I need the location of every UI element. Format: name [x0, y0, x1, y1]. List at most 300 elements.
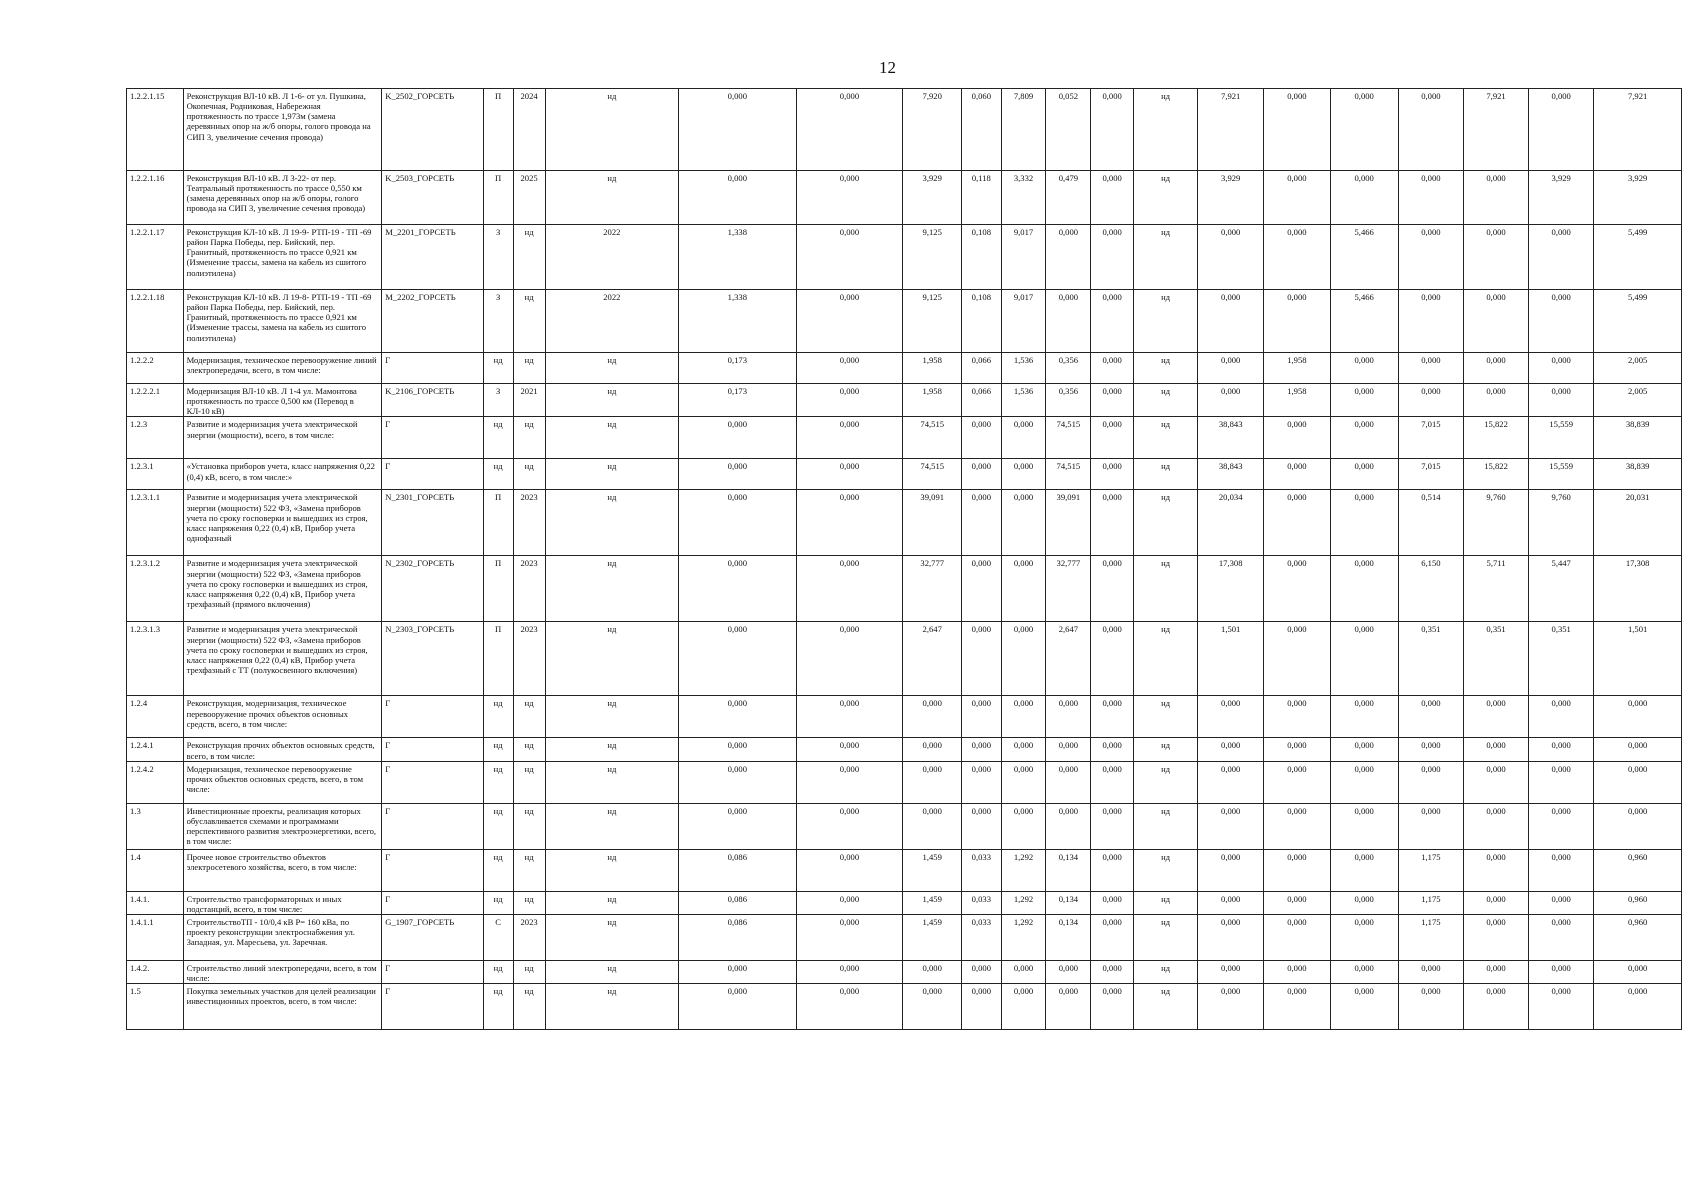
row-value-cell: 0,000	[962, 738, 1002, 761]
row-identifier-cell: M_2202_ГОРСЕТЬ	[382, 290, 483, 353]
row-value-cell: 0,000	[1463, 353, 1528, 384]
row-name-cell: Развитие и модернизация учета электрической энергии (мощности) 522 ФЗ, «Замена приборов учета по сроку госповерки и вышедших из строя, класс напряжения 0,22 (0,4) кВ, Прибор учета однофазный	[183, 490, 382, 556]
row-identifier-cell: K_2106_ГОРСЕТЬ	[382, 384, 483, 417]
row-value-cell: нд	[1134, 891, 1198, 914]
table-row	[127, 490, 1682, 556]
row-year-end-cell: нд	[545, 803, 678, 849]
row-value-cell: 0,000	[796, 696, 903, 738]
row-value-cell: 9,760	[1529, 490, 1594, 556]
row-value-cell: 0,000	[1264, 459, 1330, 490]
row-value-cell: 5,466	[1330, 290, 1398, 353]
row-year-start-cell: 2023	[513, 490, 545, 556]
row-value-cell: 0,118	[962, 171, 1002, 225]
row-value-cell: 0,060	[962, 89, 1002, 171]
row-code-cell: 1.5	[127, 984, 184, 1030]
row-type-cell: нд	[483, 696, 513, 738]
row-value-cell: 0,000	[1529, 738, 1594, 761]
row-value-cell: 0,033	[962, 849, 1002, 891]
row-value-cell: 0,479	[1046, 171, 1091, 225]
row-value-cell: 0,000	[679, 696, 796, 738]
row-value-cell: 0,000	[1529, 960, 1594, 983]
table-row	[127, 622, 1682, 696]
table-row	[127, 696, 1682, 738]
row-name-cell: Реконструкция КЛ-10 кВ. Л 19-9- РТП-19 - ТП -69 район Парка Победы, пер. Бийский, пер. Гранитный, протяженность по трассе 0,921 км (Изменение трассы, замена на кабель из сшитого полиэтилена)	[183, 225, 382, 290]
row-value-cell: 0,000	[1330, 556, 1398, 622]
table-row	[127, 914, 1682, 960]
row-type-cell: нд	[483, 417, 513, 459]
row-value-cell: 0,000	[1529, 225, 1594, 290]
table-row	[127, 353, 1682, 384]
table-row	[127, 171, 1682, 225]
row-identifier-cell: Г	[382, 696, 483, 738]
row-year-end-cell: нд	[545, 914, 678, 960]
row-value-cell: 3,332	[1001, 171, 1046, 225]
row-value-cell: 3,929	[1594, 171, 1682, 225]
row-value-cell: 0,000	[1264, 417, 1330, 459]
row-year-end-cell: нд	[545, 849, 678, 891]
row-value-cell: 0,000	[1330, 891, 1398, 914]
row-year-end-cell: нд	[545, 384, 678, 417]
row-value-cell: 0,000	[679, 761, 796, 803]
row-value-cell: 9,017	[1001, 290, 1046, 353]
table-row	[127, 803, 1682, 849]
row-code-cell: 1.2.3.1	[127, 459, 184, 490]
table-row	[127, 849, 1682, 891]
row-year-start-cell: нд	[513, 290, 545, 353]
row-value-cell: 0,000	[1463, 803, 1528, 849]
row-type-cell: нд	[483, 738, 513, 761]
row-value-cell: 15,559	[1529, 459, 1594, 490]
row-value-cell: 9,017	[1001, 225, 1046, 290]
row-value-cell: 0,000	[1398, 290, 1463, 353]
row-value-cell: 5,711	[1463, 556, 1528, 622]
row-type-cell: нд	[483, 459, 513, 490]
row-year-start-cell: 2023	[513, 622, 545, 696]
row-value-cell: 0,000	[1463, 290, 1528, 353]
row-code-cell: 1.2.2.1.15	[127, 89, 184, 171]
row-identifier-cell: Г	[382, 984, 483, 1030]
row-value-cell: 1,338	[679, 290, 796, 353]
row-value-cell: 0,000	[1330, 984, 1398, 1030]
row-value-cell: 0,000	[1463, 171, 1528, 225]
row-value-cell: 0,000	[1398, 171, 1463, 225]
row-year-end-cell: нд	[545, 738, 678, 761]
row-value-cell: нд	[1134, 490, 1198, 556]
table-row	[127, 384, 1682, 417]
row-value-cell: 0,108	[962, 290, 1002, 353]
row-name-cell: Реконструкция ВЛ-10 кВ. Л 3-22- от пер. Театральный протяженность по трассе 0,550 км (замена деревянных опор на ж/б опоры, голого провода на СИП 3, увеличение сечения провода)	[183, 171, 382, 225]
row-value-cell: 1,292	[1001, 914, 1046, 960]
row-type-cell: П	[483, 89, 513, 171]
row-year-start-cell: нд	[513, 417, 545, 459]
row-value-cell: 15,559	[1529, 417, 1594, 459]
row-value-cell: 0,000	[679, 490, 796, 556]
row-year-start-cell: нд	[513, 891, 545, 914]
row-value-cell: 0,000	[1091, 803, 1134, 849]
row-value-cell: 0,000	[1198, 761, 1264, 803]
row-value-cell: 0,960	[1594, 914, 1682, 960]
row-value-cell: 15,822	[1463, 459, 1528, 490]
row-name-cell: Прочее новое строительство объектов электросетевого хозяйства, всего, в том числе:	[183, 849, 382, 891]
row-value-cell: 1,338	[679, 225, 796, 290]
row-value-cell: 0,000	[796, 622, 903, 696]
row-identifier-cell: M_2201_ГОРСЕТЬ	[382, 225, 483, 290]
row-value-cell: 7,809	[1001, 89, 1046, 171]
row-type-cell: нд	[483, 353, 513, 384]
row-year-start-cell: нд	[513, 984, 545, 1030]
row-value-cell: 0,000	[1001, 556, 1046, 622]
row-value-cell: 0,000	[962, 696, 1002, 738]
row-value-cell: 0,000	[1398, 384, 1463, 417]
row-value-cell: 0,000	[1529, 89, 1594, 171]
row-value-cell: 0,000	[679, 622, 796, 696]
row-code-cell: 1.2.2.1.17	[127, 225, 184, 290]
row-year-end-cell: нд	[545, 761, 678, 803]
row-value-cell: 9,125	[903, 290, 962, 353]
row-value-cell: 0,000	[1398, 761, 1463, 803]
row-value-cell: 0,066	[962, 384, 1002, 417]
row-value-cell: 0,000	[1330, 622, 1398, 696]
row-value-cell: нд	[1134, 914, 1198, 960]
row-value-cell: 0,000	[1091, 490, 1134, 556]
row-value-cell: 0,000	[1330, 960, 1398, 983]
row-value-cell: 0,000	[1198, 384, 1264, 417]
row-value-cell: 0,000	[1001, 984, 1046, 1030]
row-value-cell: 0,000	[796, 984, 903, 1030]
row-code-cell: 1.4.1.	[127, 891, 184, 914]
row-value-cell: 0,351	[1463, 622, 1528, 696]
row-value-cell: нд	[1134, 290, 1198, 353]
row-value-cell: 0,356	[1046, 384, 1091, 417]
row-year-end-cell: нд	[545, 891, 678, 914]
row-value-cell: 0,356	[1046, 353, 1091, 384]
row-type-cell: П	[483, 490, 513, 556]
row-value-cell: 0,000	[1091, 556, 1134, 622]
row-type-cell: нд	[483, 891, 513, 914]
row-name-cell: Реконструкция прочих объектов основных средств, всего, в том числе:	[183, 738, 382, 761]
row-value-cell: 0,000	[1529, 803, 1594, 849]
row-value-cell: 0,000	[1001, 417, 1046, 459]
row-value-cell: 0,000	[1463, 696, 1528, 738]
row-value-cell: 0,000	[1046, 984, 1091, 1030]
row-identifier-cell: Г	[382, 459, 483, 490]
row-value-cell: 0,000	[1529, 761, 1594, 803]
row-value-cell: 0,000	[796, 738, 903, 761]
row-value-cell: 1,175	[1398, 849, 1463, 891]
row-value-cell: 74,515	[903, 417, 962, 459]
row-value-cell: 0,000	[796, 171, 903, 225]
row-code-cell: 1.3	[127, 803, 184, 849]
row-value-cell: нд	[1134, 225, 1198, 290]
row-value-cell: 0,000	[1330, 490, 1398, 556]
row-value-cell: 3,929	[1198, 171, 1264, 225]
row-year-end-cell: нд	[545, 556, 678, 622]
row-value-cell: 0,000	[1330, 353, 1398, 384]
row-value-cell: 7,921	[1594, 89, 1682, 171]
row-year-start-cell: нд	[513, 761, 545, 803]
row-value-cell: 0,000	[962, 556, 1002, 622]
row-value-cell: 0,000	[1198, 803, 1264, 849]
row-type-cell: З	[483, 225, 513, 290]
row-value-cell: 20,031	[1594, 490, 1682, 556]
row-value-cell: 0,000	[1091, 891, 1134, 914]
row-value-cell: 0,052	[1046, 89, 1091, 171]
row-value-cell: 0,000	[1091, 171, 1134, 225]
row-value-cell: 0,000	[796, 225, 903, 290]
row-value-cell: 0,000	[1264, 914, 1330, 960]
row-value-cell: 0,000	[1091, 738, 1134, 761]
row-type-cell: С	[483, 914, 513, 960]
row-value-cell: 0,000	[1529, 849, 1594, 891]
row-value-cell: 0,000	[1463, 761, 1528, 803]
row-value-cell: 1,958	[1264, 353, 1330, 384]
row-value-cell: 38,843	[1198, 417, 1264, 459]
row-value-cell: 0,086	[679, 914, 796, 960]
row-value-cell: 0,000	[1001, 459, 1046, 490]
row-type-cell: П	[483, 556, 513, 622]
row-value-cell: 0,000	[1198, 960, 1264, 983]
row-identifier-cell: Г	[382, 761, 483, 803]
row-value-cell: 0,000	[962, 803, 1002, 849]
row-value-cell: 0,000	[1264, 891, 1330, 914]
row-year-start-cell: нд	[513, 803, 545, 849]
row-value-cell: 0,000	[1330, 696, 1398, 738]
row-value-cell: 1,459	[903, 891, 962, 914]
row-code-cell: 1.2.4.1	[127, 738, 184, 761]
row-type-cell: З	[483, 290, 513, 353]
row-value-cell: 0,173	[679, 353, 796, 384]
row-value-cell: 0,000	[1264, 290, 1330, 353]
table-row	[127, 960, 1682, 983]
table-row	[127, 891, 1682, 914]
row-type-cell: З	[483, 384, 513, 417]
row-value-cell: 0,000	[1330, 89, 1398, 171]
row-value-cell: 7,015	[1398, 459, 1463, 490]
row-value-cell: 1,958	[903, 384, 962, 417]
row-value-cell: 0,000	[679, 738, 796, 761]
row-name-cell: Развитие и модернизация учета электрической энергии (мощности), всего, в том числе:	[183, 417, 382, 459]
row-value-cell: 0,000	[1264, 622, 1330, 696]
row-value-cell: 0,173	[679, 384, 796, 417]
table-body	[127, 89, 1682, 1030]
row-value-cell: 0,000	[1001, 803, 1046, 849]
row-value-cell: 0,000	[796, 556, 903, 622]
row-value-cell: 0,000	[1091, 459, 1134, 490]
row-value-cell: 0,000	[903, 761, 962, 803]
row-value-cell: 0,000	[679, 459, 796, 490]
row-value-cell: 0,000	[1001, 761, 1046, 803]
table-row	[127, 556, 1682, 622]
row-value-cell: 0,000	[1398, 89, 1463, 171]
row-year-start-cell: 2023	[513, 914, 545, 960]
row-value-cell: 3,929	[1529, 171, 1594, 225]
row-value-cell: 0,000	[796, 490, 903, 556]
table-row	[127, 738, 1682, 761]
row-value-cell: 0,000	[1091, 960, 1134, 983]
table-row	[127, 984, 1682, 1030]
row-value-cell: 0,000	[962, 984, 1002, 1030]
row-code-cell: 1.2.3.1.2	[127, 556, 184, 622]
row-year-start-cell: нд	[513, 459, 545, 490]
row-value-cell: 0,000	[1398, 960, 1463, 983]
row-value-cell: 38,839	[1594, 417, 1682, 459]
row-value-cell: 74,515	[1046, 459, 1091, 490]
row-identifier-cell: K_2502_ГОРСЕТЬ	[382, 89, 483, 171]
row-value-cell: 0,000	[1463, 960, 1528, 983]
row-value-cell: 0,000	[903, 696, 962, 738]
row-value-cell: 7,921	[1198, 89, 1264, 171]
row-year-end-cell: нд	[545, 960, 678, 983]
row-value-cell: 0,000	[1198, 353, 1264, 384]
row-year-start-cell: нд	[513, 353, 545, 384]
row-value-cell: 0,000	[679, 556, 796, 622]
row-year-end-cell: нд	[545, 490, 678, 556]
row-value-cell: 0,000	[1398, 803, 1463, 849]
row-value-cell: 0,000	[1264, 225, 1330, 290]
table-row	[127, 459, 1682, 490]
row-value-cell: нд	[1134, 417, 1198, 459]
row-value-cell: 0,000	[1264, 738, 1330, 761]
row-value-cell: 39,091	[1046, 490, 1091, 556]
row-value-cell: 0,000	[1264, 761, 1330, 803]
row-value-cell: 0,000	[1046, 803, 1091, 849]
row-value-cell: 0,000	[962, 459, 1002, 490]
row-name-cell: «Установка приборов учета, класс напряжения 0,22 (0,4) кВ, всего, в том числе:»	[183, 459, 382, 490]
row-value-cell: нд	[1134, 622, 1198, 696]
row-value-cell: 0,000	[796, 803, 903, 849]
row-value-cell: 0,000	[1398, 225, 1463, 290]
row-value-cell: 0,000	[1330, 459, 1398, 490]
row-value-cell: 0,000	[903, 738, 962, 761]
row-value-cell: 0,000	[1264, 556, 1330, 622]
row-name-cell: Инвестиционные проекты, реализация которых обуславливается схемами и программами перспективного развития электроэнергетики, всего, в том числе:	[183, 803, 382, 849]
row-value-cell: 0,000	[1091, 761, 1134, 803]
row-value-cell: 0,000	[1330, 849, 1398, 891]
row-value-cell: 0,000	[1091, 849, 1134, 891]
row-value-cell: 0,000	[1529, 891, 1594, 914]
row-identifier-cell: Г	[382, 849, 483, 891]
row-year-end-cell: нд	[545, 171, 678, 225]
row-value-cell: 0,000	[1046, 738, 1091, 761]
row-value-cell: 0,000	[1463, 984, 1528, 1030]
row-code-cell: 1.4	[127, 849, 184, 891]
table-row	[127, 89, 1682, 171]
row-value-cell: 0,000	[1529, 984, 1594, 1030]
row-year-end-cell: нд	[545, 696, 678, 738]
row-value-cell: 17,308	[1198, 556, 1264, 622]
row-value-cell: 0,000	[903, 803, 962, 849]
row-value-cell: 5,499	[1594, 290, 1682, 353]
row-value-cell: 0,000	[796, 960, 903, 983]
row-value-cell: нд	[1134, 89, 1198, 171]
row-value-cell: 2,005	[1594, 353, 1682, 384]
row-value-cell: 5,447	[1529, 556, 1594, 622]
row-value-cell: 1,958	[1264, 384, 1330, 417]
row-identifier-cell: Г	[382, 960, 483, 983]
row-value-cell: 74,515	[1046, 417, 1091, 459]
row-name-cell: Модернизация ВЛ-10 кВ. Л 1-4 ул. Мамонтова протяженность по трассе 0,500 км (Перевод в КЛ-10 кВ)	[183, 384, 382, 417]
row-name-cell: СтроительствоТП - 10/0,4 кВ Р= 160 кВа, по проекту реконструкции электроснабжения ул. Западная, ул. Маресьева, ул. Заречная.	[183, 914, 382, 960]
row-value-cell: 0,000	[1463, 738, 1528, 761]
row-value-cell: 0,000	[1529, 696, 1594, 738]
row-value-cell: 0,000	[1001, 490, 1046, 556]
row-year-start-cell: 2023	[513, 556, 545, 622]
row-value-cell: 0,000	[796, 914, 903, 960]
row-value-cell: 0,000	[796, 89, 903, 171]
row-value-cell: 1,536	[1001, 384, 1046, 417]
row-value-cell: 0,033	[962, 891, 1002, 914]
row-value-cell: 7,920	[903, 89, 962, 171]
row-value-cell: 0,134	[1046, 914, 1091, 960]
row-value-cell: 0,000	[1198, 914, 1264, 960]
row-year-start-cell: нд	[513, 960, 545, 983]
table-row	[127, 290, 1682, 353]
row-year-end-cell: 2022	[545, 290, 678, 353]
row-value-cell: 0,000	[1398, 984, 1463, 1030]
row-value-cell: 39,091	[903, 490, 962, 556]
row-value-cell: 0,000	[1264, 960, 1330, 983]
row-type-cell: нд	[483, 960, 513, 983]
row-code-cell: 1.2.2.1.16	[127, 171, 184, 225]
row-value-cell: 0,960	[1594, 891, 1682, 914]
row-name-cell: Реконструкция ВЛ-10 кВ. Л 1-6- от ул. Пушкина, Окопечная, Родниковая, Набережная протяженность по трассе 1,973м (замена деревянных опор на ж/б опоры, голого провода на СИП 3, увеличение сечения провода)	[183, 89, 382, 171]
row-code-cell: 1.2.4	[127, 696, 184, 738]
row-value-cell: 0,000	[1198, 696, 1264, 738]
row-value-cell: нд	[1134, 761, 1198, 803]
row-value-cell: нд	[1134, 960, 1198, 983]
row-value-cell: 0,000	[1264, 171, 1330, 225]
row-value-cell: нд	[1134, 738, 1198, 761]
row-value-cell: 0,000	[1198, 738, 1264, 761]
row-value-cell: 0,000	[1398, 696, 1463, 738]
row-value-cell: 32,777	[1046, 556, 1091, 622]
row-value-cell: 1,501	[1594, 622, 1682, 696]
row-value-cell: 0,000	[1529, 353, 1594, 384]
row-code-cell: 1.2.3.1.3	[127, 622, 184, 696]
row-value-cell: 0,000	[796, 384, 903, 417]
row-code-cell: 1.2.3.1.1	[127, 490, 184, 556]
row-value-cell: 0,000	[1091, 914, 1134, 960]
row-name-cell: Развитие и модернизация учета электрической энергии (мощности) 522 ФЗ, «Замена приборов учета по сроку госповерки и вышедших из строя, класс напряжения 0,22 (0,4) кВ, Прибор учета трехфазный (прямого включения)	[183, 556, 382, 622]
table-row	[127, 761, 1682, 803]
row-value-cell: 0,000	[1264, 984, 1330, 1030]
row-value-cell: 0,000	[903, 960, 962, 983]
row-value-cell: 0,000	[1330, 914, 1398, 960]
row-value-cell: 0,000	[1264, 849, 1330, 891]
row-value-cell: нд	[1134, 384, 1198, 417]
row-code-cell: 1.2.2.2	[127, 353, 184, 384]
row-value-cell: 0,134	[1046, 849, 1091, 891]
row-value-cell: 0,000	[1001, 738, 1046, 761]
row-name-cell: Модернизация, техническое перевооружение прочих объектов основных средств, всего, в том числе:	[183, 761, 382, 803]
row-value-cell: 0,000	[1046, 225, 1091, 290]
row-value-cell: 7,015	[1398, 417, 1463, 459]
row-year-start-cell: нд	[513, 696, 545, 738]
row-value-cell: 0,000	[1463, 384, 1528, 417]
row-value-cell: 2,647	[903, 622, 962, 696]
row-year-end-cell: нд	[545, 459, 678, 490]
row-value-cell: 0,000	[1046, 761, 1091, 803]
row-value-cell: нд	[1134, 803, 1198, 849]
row-identifier-cell: K_2503_ГОРСЕТЬ	[382, 171, 483, 225]
row-value-cell: 1,292	[1001, 891, 1046, 914]
row-value-cell: 0,000	[1046, 960, 1091, 983]
row-value-cell: 0,000	[1091, 696, 1134, 738]
row-value-cell: 20,034	[1198, 490, 1264, 556]
row-value-cell: 0,000	[1264, 696, 1330, 738]
row-value-cell: нд	[1134, 459, 1198, 490]
row-year-end-cell: нд	[545, 89, 678, 171]
